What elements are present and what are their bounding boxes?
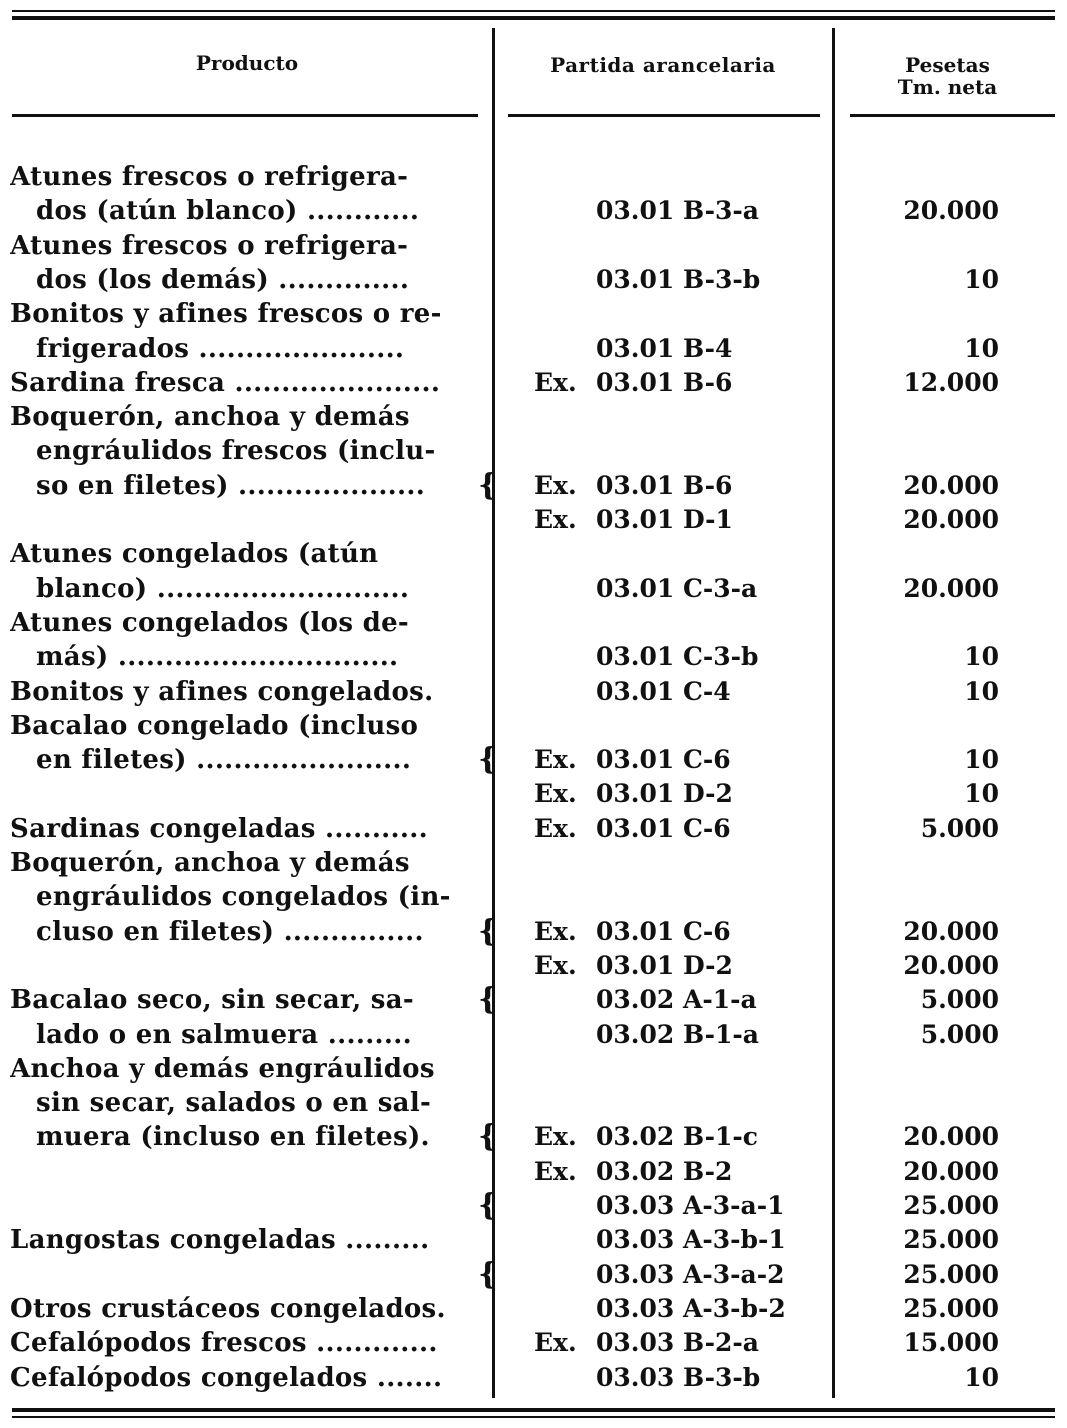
product-text: blanco) ...........................: [36, 573, 410, 604]
product-text: Bacalao seco, sin secar, sa-: [10, 985, 414, 1016]
price-value: 20.000: [903, 1122, 999, 1152]
bottom-rule-thick: [12, 1408, 1055, 1412]
product-text: so en filetes) ....................: [36, 470, 426, 501]
product-text: engráulidos congelados (in-: [36, 882, 451, 913]
product-text: frigerados ......................: [36, 333, 405, 364]
product-text: Boquerón, anchoa y demás: [10, 402, 410, 433]
price-value: 25.000: [903, 1191, 999, 1220]
tariff-code: 03.01 C-6: [596, 745, 731, 775]
ex-prefix: Ex.: [534, 950, 577, 980]
table-row: [0, 400, 1067, 434]
table-row: [0, 297, 1067, 331]
product-text: Sardina fresca ......................: [10, 367, 441, 398]
tariff-code: 03.03 A-3-b-2: [596, 1293, 786, 1323]
table-row: [0, 880, 1067, 914]
tariff-code: 03.03 A-3-a-1: [596, 1191, 785, 1220]
product-text: Langostas congeladas .........: [10, 1225, 430, 1256]
product-text: Atunes congelados (atún: [10, 539, 379, 570]
table-row: [0, 1189, 1067, 1223]
table-row: [0, 160, 1067, 194]
tariff-code: 03.01 B-6: [596, 367, 733, 397]
tariff-code: 03.03 B-3-b: [596, 1362, 761, 1392]
price-value: 10: [964, 676, 999, 706]
product-text: Bacalao congelado (incluso: [10, 710, 419, 741]
tariff-code: 03.01 C-6: [596, 813, 731, 843]
ex-prefix: Ex.: [534, 367, 577, 397]
tariff-code: 03.01 C-6: [596, 916, 731, 946]
product-text: Atunes frescos o refrigera-: [10, 230, 409, 261]
price-value: 5.000: [920, 1019, 999, 1049]
tariff-code: 03.01 D-1: [596, 505, 733, 534]
table-row: [0, 1258, 1067, 1292]
price-value: 10: [964, 1362, 999, 1392]
product-text: Bonitos y afines congelados.: [10, 676, 434, 707]
product-text: dos (atún blanco) ............: [36, 196, 420, 227]
price-value: 25.000: [903, 1225, 999, 1255]
tariff-code: 03.01 D-2: [596, 779, 733, 809]
price-value: 20.000: [903, 470, 999, 500]
product-text: dos (los demás) ..............: [36, 264, 410, 295]
tariff-code: 03.02 B-1-c: [596, 1122, 758, 1152]
tariff-code: 03.01 B-4: [596, 333, 733, 363]
ex-prefix: Ex.: [534, 745, 577, 775]
table-row: [0, 1361, 1067, 1395]
price-value: 25.000: [903, 1259, 999, 1289]
price-value: 10: [964, 264, 999, 294]
ex-prefix: Ex.: [534, 813, 577, 843]
table-row: [0, 983, 1067, 1017]
table-row: [0, 1292, 1067, 1326]
price-value: 20.000: [903, 196, 999, 226]
price-value: 10: [964, 745, 999, 775]
table-row: [0, 1086, 1067, 1120]
price-value: 12.000: [903, 367, 999, 397]
table-row: [0, 1223, 1067, 1257]
brace-mark: {: [478, 467, 498, 503]
product-text: Atunes congelados (los de-: [10, 607, 410, 638]
header-price-line1: Pesetas: [905, 53, 990, 77]
header-price-line2: Tm. neta: [897, 75, 998, 99]
price-value: 25.000: [903, 1293, 999, 1323]
table-row: [0, 537, 1067, 571]
tariff-code: 03.02 A-1-a: [596, 985, 757, 1015]
brace-mark: {: [478, 982, 498, 1018]
table-row: [0, 777, 1067, 811]
tariff-code: 03.01 C-4: [596, 676, 731, 706]
table-row: [0, 503, 1067, 537]
price-value: 5.000: [920, 813, 999, 843]
brace-mark: {: [478, 913, 498, 949]
brace-mark: {: [478, 1256, 498, 1292]
brace-mark: {: [478, 1119, 498, 1155]
ex-prefix: Ex.: [534, 1122, 577, 1152]
product-text: en filetes) .......................: [36, 745, 412, 776]
table-row: [0, 366, 1067, 400]
ex-prefix: Ex.: [534, 1328, 577, 1358]
table-row: [0, 1155, 1067, 1189]
product-text: Boquerón, anchoa y demás: [10, 848, 410, 878]
product-text: engráulidos frescos (inclu-: [36, 436, 436, 467]
table-row: [0, 1018, 1067, 1052]
price-value: 20.000: [903, 950, 999, 980]
product-text: Sardinas congeladas ...........: [10, 813, 428, 844]
tariff-code: 03.01 C-3-b: [596, 642, 759, 672]
brace-mark: {: [478, 742, 498, 778]
price-value: 10: [964, 779, 999, 809]
tariff-code: 03.03 A-3-b-1: [596, 1225, 786, 1255]
table-row: [0, 675, 1067, 709]
ex-prefix: Ex.: [534, 1156, 577, 1186]
ex-prefix: Ex.: [534, 470, 577, 500]
product-text: lado o en salmuera .........: [36, 1019, 412, 1050]
tariff-code: 03.01 C-3-a: [596, 573, 758, 603]
tariff-code: 03.02 B-2: [596, 1156, 733, 1186]
price-value: 10: [964, 333, 999, 363]
table-row: [0, 606, 1067, 640]
header-product: Producto: [195, 51, 299, 75]
table-row: [0, 1326, 1067, 1360]
ex-prefix: Ex.: [534, 505, 577, 534]
table-row: [0, 846, 1067, 880]
tariff-code: 03.03 A-3-a-2: [596, 1259, 785, 1289]
table-row: [0, 640, 1067, 674]
ex-prefix: Ex.: [534, 916, 577, 946]
ex-prefix: Ex.: [534, 779, 577, 809]
product-text: más) ..............................: [36, 642, 399, 673]
table-row: [0, 1052, 1067, 1086]
bottom-rule-thin: [12, 1416, 1055, 1418]
tariff-code: 03.01 B-3-b: [596, 264, 761, 294]
product-text: Cefalópodos frescos .............: [10, 1328, 438, 1359]
price-value: 20.000: [903, 1156, 999, 1186]
tariff-code: 03.01 B-6: [596, 470, 733, 500]
tariff-code: 03.02 B-1-a: [596, 1019, 759, 1049]
price-value: 20.000: [903, 573, 999, 603]
product-text: cluso en filetes) ...............: [36, 916, 424, 947]
table-row: [0, 709, 1067, 743]
price-value: 20.000: [903, 916, 999, 946]
price-value: 20.000: [903, 505, 999, 534]
product-text: Anchoa y demás engráulidos: [10, 1053, 435, 1084]
product-text: sin secar, salados o en sal-: [36, 1088, 432, 1119]
table-row: [0, 194, 1067, 228]
product-text: Otros crustáceos congelados.: [10, 1293, 446, 1324]
product-text: Atunes frescos o refrigera-: [10, 162, 409, 192]
tariff-code: 03.01 B-3-a: [596, 196, 759, 226]
tariff-code: 03.01 D-2: [596, 950, 733, 980]
table-row: [0, 332, 1067, 366]
brace-mark: {: [478, 1188, 498, 1223]
tariff-code: 03.03 B-2-a: [596, 1328, 759, 1358]
price-value: 10: [964, 642, 999, 672]
table-row: [0, 915, 1067, 949]
product-text: Cefalópodos congelados .......: [10, 1362, 443, 1393]
product-text: muera (incluso en filetes).: [36, 1122, 430, 1153]
product-text: Bonitos y afines frescos o re-: [10, 299, 442, 330]
table-row: [0, 469, 1067, 503]
table-row: [0, 949, 1067, 983]
price-value: 5.000: [920, 985, 999, 1015]
table-row: [0, 1120, 1067, 1154]
table-row: [0, 263, 1067, 297]
table-row: [0, 229, 1067, 263]
header-tariff: Partida arancelaria: [550, 53, 776, 77]
table-row: [0, 572, 1067, 606]
price-value: 15.000: [903, 1328, 999, 1358]
table-row: [0, 812, 1067, 846]
table-row: [0, 434, 1067, 468]
table-row: [0, 743, 1067, 777]
